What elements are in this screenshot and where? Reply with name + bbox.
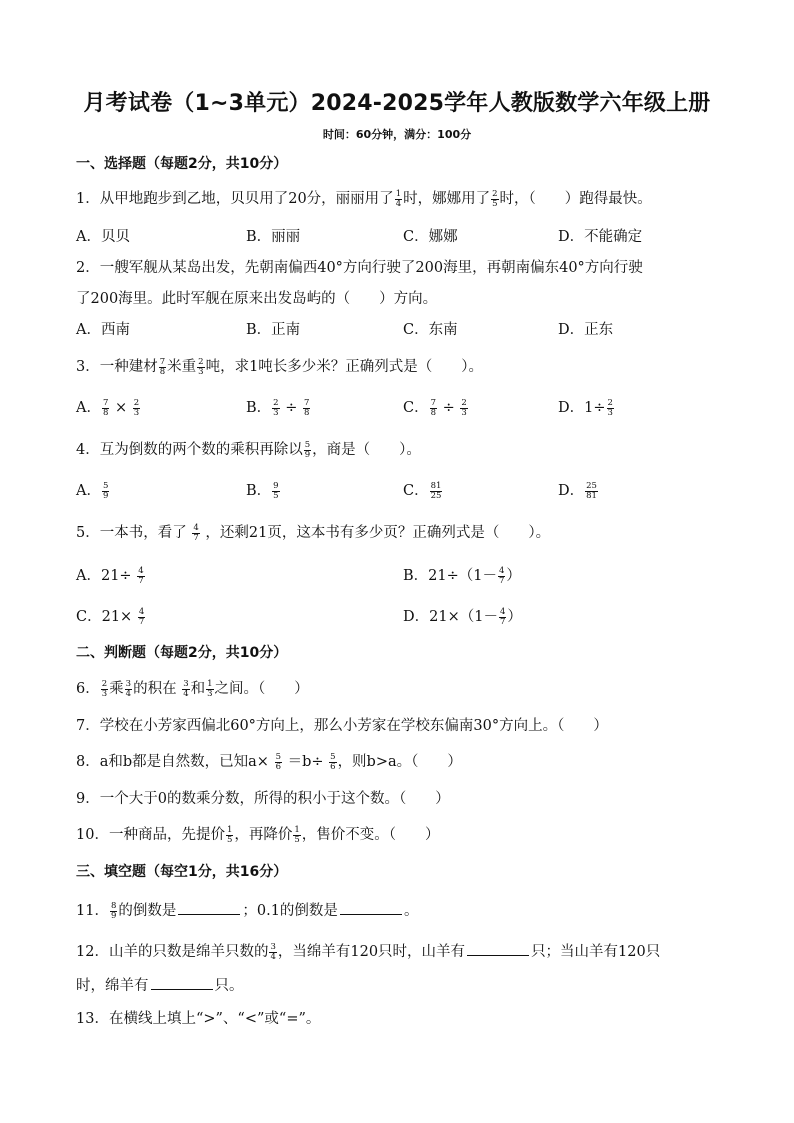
q2-option-d: D．正东 bbox=[558, 322, 614, 338]
q3-option-a: A． $\frac{7}{8}$ × $\frac{2}{3}$ bbox=[76, 397, 140, 418]
q2-option-c: C．东南 bbox=[403, 322, 458, 338]
q5-option-d: D．21×（1－ $\frac{4}{7}$ ） bbox=[403, 606, 522, 627]
fraction: $\frac{4}{7}$ bbox=[193, 522, 199, 543]
q1-option-c: C．娜娜 bbox=[403, 229, 458, 245]
q1-text-c: 时，（ ）跑得最快。 bbox=[499, 191, 652, 207]
question-8: 8．a和b都是自然数，已知a× $\frac{5}{6}$ ＝b÷ $\frac{5}{6}$ ，则b>a。（ ） bbox=[76, 751, 462, 772]
exam-info: 时间：60分钟，满分：100分 bbox=[322, 128, 472, 141]
q2-option-a: A．西南 bbox=[76, 322, 130, 338]
question-12-line1: 12．山羊的只数是绵羊只数的 $\frac{3}{4}$ ，当绵羊有120只时，山羊有 只；当山羊有120只 bbox=[76, 941, 661, 962]
q5-text-b: ，还剩21页，这本书有多少页？正确列式是（ ）。 bbox=[205, 525, 551, 541]
question-2-line2: 了200海里。此时军舰在原来出发岛屿的（ ）方向。 bbox=[76, 291, 438, 307]
question-11: 11． $\frac{8}{9}$ 的倒数是 ；0.1的倒数是 。 bbox=[76, 900, 419, 921]
q3-text-c: 吨，求1吨长多少米？正确列式是（ ）。 bbox=[205, 359, 484, 375]
q3-option-b: B． $\frac{2}{3}$ ÷ $\frac{7}{8}$ bbox=[246, 397, 310, 418]
section-heading-fill: 三、填空题（每空1分，共16分） bbox=[76, 864, 288, 880]
question-6: 6． $\frac{2}{3}$ 乘 $\frac{3}{4}$ 的积在 $\frac{3}{4}$ 和 $\frac{1}{3}$ 之间。（ ） bbox=[76, 678, 309, 699]
question-12-line2: 时，绵羊有 只。 bbox=[76, 974, 244, 996]
question-1 bbox=[76, 189, 652, 209]
q4-text-a: 4．互为倒数的两个数的乘积再除以 bbox=[76, 442, 303, 458]
q3-option-d: D．1÷ $\frac{2}{3}$ bbox=[558, 397, 613, 418]
q3-text-a: 3．一种建材 bbox=[76, 359, 158, 375]
q1-option-b: B．丽丽 bbox=[246, 229, 301, 245]
q5-text-a: 5．一本书，看了 bbox=[76, 525, 187, 541]
fraction: $\frac{7}{8}$ bbox=[159, 356, 166, 377]
fraction: $\frac{5}{9}$ bbox=[304, 439, 311, 460]
question-3 bbox=[76, 357, 483, 377]
q5-option-b: B．21÷（1－ $\frac{4}{7}$ ） bbox=[403, 565, 521, 586]
fraction: $\frac{2}{3}$ bbox=[198, 356, 204, 377]
fraction: $\frac{2}{5}$ bbox=[492, 188, 498, 209]
q5-option-a: A．21÷ $\frac{4}{7}$ bbox=[76, 565, 144, 586]
q1-text-b: 时，娜娜用了 bbox=[403, 191, 491, 207]
question-10: 10．一种商品，先提价 $\frac{1}{5}$ ，再降价 $\frac{1}{5}$ ，售价不变。（ ） bbox=[76, 824, 440, 845]
answer-blank[interactable] bbox=[151, 974, 213, 990]
q4-option-d: D． $\frac{25}{81}$ bbox=[558, 480, 597, 501]
q1-text-a: 1．从甲地跑步到乙地，贝贝用了20分，丽丽用了 bbox=[76, 191, 394, 207]
q3-text-b: 米重 bbox=[167, 359, 197, 375]
question-2-line1: 2．一艘军舰从某岛出发，先朝南偏西40°方向行驶了200海里，再朝南偏东40°方向行驶 bbox=[76, 260, 643, 276]
q4-option-a: A． $\frac{5}{9}$ bbox=[76, 480, 109, 501]
q4-option-c: C． $\frac{81}{25}$ bbox=[403, 480, 442, 501]
answer-blank[interactable] bbox=[178, 899, 240, 915]
question-9: 9．一个大于0的数乘分数，所得的积小于这个数。（ ） bbox=[76, 791, 450, 807]
answer-blank[interactable] bbox=[467, 940, 529, 956]
q1-option-d: D．不能确定 bbox=[558, 229, 643, 245]
section-heading-choice: 一、选择题（每题2分，共10分） bbox=[76, 156, 288, 172]
q5-option-c: C．21× $\frac{4}{7}$ bbox=[76, 606, 145, 627]
question-5 bbox=[76, 523, 550, 543]
question-7: 7．学校在小芳家西偏北60°方向上，那么小芳家在学校东偏南30°方向上。（ ） bbox=[76, 718, 608, 734]
q1-option-a: A．贝贝 bbox=[76, 229, 130, 245]
section-heading-judgment: 二、判断题（每题2分，共10分） bbox=[76, 645, 288, 661]
q2-option-b: B．正南 bbox=[246, 322, 301, 338]
q3-option-c: C． $\frac{7}{8}$ ÷ $\frac{2}{3}$ bbox=[403, 397, 467, 418]
q4-option-b: B． $\frac{9}{5}$ bbox=[246, 480, 279, 501]
q4-text-b: ，商是（ ）。 bbox=[312, 442, 421, 458]
question-4 bbox=[76, 440, 421, 460]
fraction: $\frac{1}{4}$ bbox=[395, 188, 402, 209]
question-13: 13．在横线上填上“>”、“<”或“=”。 bbox=[76, 1011, 321, 1027]
answer-blank[interactable] bbox=[340, 899, 402, 915]
page-title: 月考试卷（1~3单元）2024-2025学年人教版数学六年级上册 bbox=[83, 91, 711, 116]
